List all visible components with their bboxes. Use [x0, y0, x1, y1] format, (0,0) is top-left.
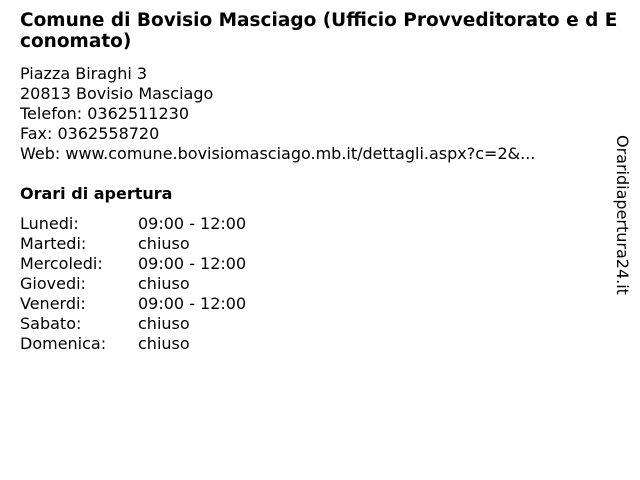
- opening-hours-heading: Orari di apertura: [20, 184, 173, 203]
- hours-value: chiuso: [138, 314, 190, 333]
- day-label: Lunedi:: [20, 214, 79, 233]
- day-label: Sabato:: [20, 314, 82, 333]
- fax-number: Fax: 0362558720: [20, 124, 160, 143]
- day-label: Mercoledi:: [20, 254, 103, 273]
- page-title: Comune di Bovisio Masciago (Ufficio Provveditorato e d Economato): [20, 10, 618, 52]
- day-label: Domenica:: [20, 334, 107, 353]
- website-link[interactable]: Web: www.comune.bovisiomasciago.mb.it/dettagli.aspx?c=2&...: [20, 144, 536, 163]
- city-address: 20813 Bovisio Masciago: [20, 84, 214, 103]
- street-address: Piazza Biraghi 3: [20, 64, 148, 83]
- address-block: [20, 64, 535, 164]
- phone-number: Telefon: 0362511230: [20, 104, 190, 123]
- hours-value: 09:00 - 12:00: [138, 254, 247, 273]
- hours-value: 09:00 - 12:00: [138, 214, 247, 233]
- day-label: Giovedi:: [20, 274, 86, 293]
- hours-value: 09:00 - 12:00: [138, 294, 247, 313]
- day-label: Martedi:: [20, 234, 87, 253]
- hours-value: chiuso: [138, 234, 190, 253]
- hours-value: chiuso: [138, 274, 190, 293]
- day-label: Venerdi:: [20, 294, 86, 313]
- site-watermark: Oraridiapertura24.it: [613, 135, 632, 295]
- hours-value: chiuso: [138, 334, 190, 353]
